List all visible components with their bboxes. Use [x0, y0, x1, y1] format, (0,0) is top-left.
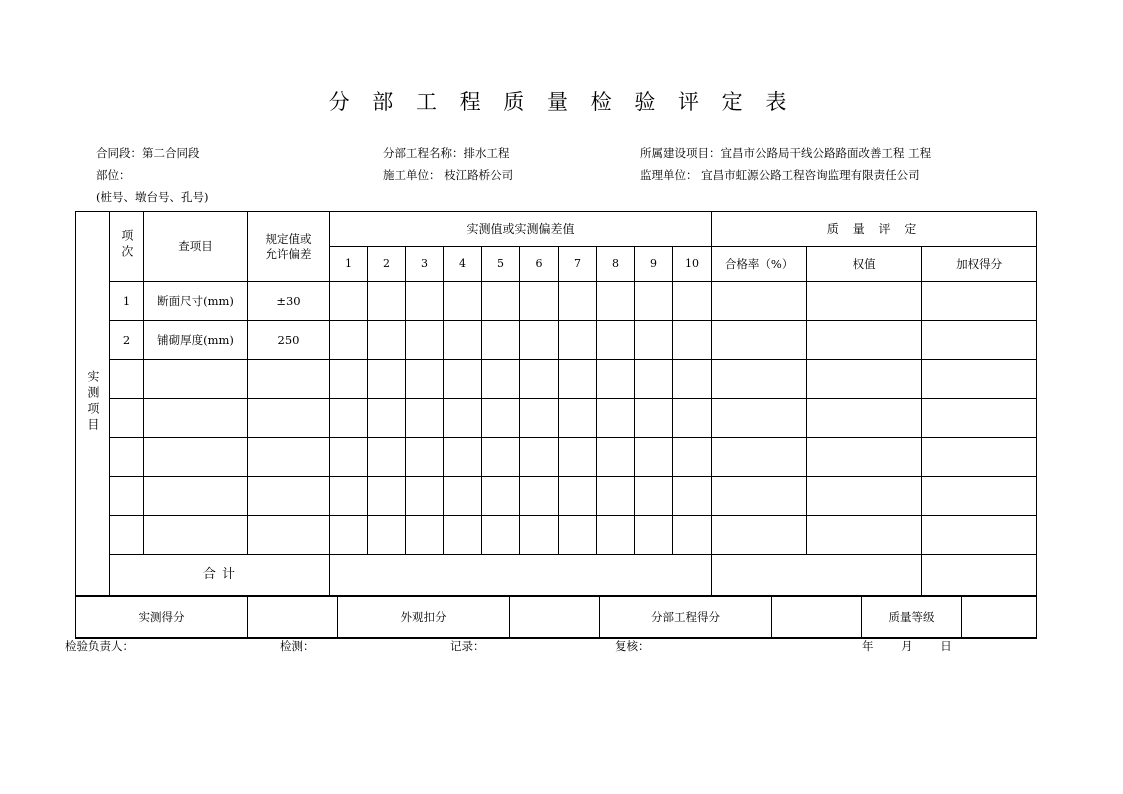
col-header-measure-6: 6	[520, 247, 559, 282]
col-header-measure-5: 5	[482, 247, 520, 282]
contract-section-label: 合同段：第二合同段	[96, 146, 200, 160]
subproject-score-label: 分部工程得分	[600, 597, 772, 639]
cell-measure-9[interactable]	[635, 321, 673, 360]
inspection-table-wrapper	[75, 211, 1036, 639]
construction-unit-label: 施工单位： 枝江路桥公司	[383, 168, 514, 182]
inspection-table	[75, 211, 1037, 596]
total-label: 合 计	[110, 555, 330, 596]
cell-measure-9[interactable]	[635, 516, 673, 555]
cell-measure-8[interactable]	[597, 438, 635, 477]
cell-pass-rate[interactable]	[712, 321, 807, 360]
col-header-spec	[248, 212, 330, 282]
summary-row	[76, 597, 1037, 639]
table-row	[76, 399, 1037, 438]
measured-score-label: 实测得分	[76, 597, 248, 639]
cell-measure-3[interactable]	[406, 360, 444, 399]
measured-score-value[interactable]	[248, 597, 338, 639]
col-header-pass-rate: 合格率（%）	[712, 247, 807, 282]
cell-pass-rate[interactable]	[712, 438, 807, 477]
col-header-weighted-score: 加权得分	[922, 247, 1037, 282]
cell-spec[interactable]	[248, 399, 330, 438]
cell-measure-3[interactable]	[406, 399, 444, 438]
cell-measure-8[interactable]	[597, 321, 635, 360]
cell-measure-10[interactable]	[673, 399, 712, 438]
inspector-label: 检验负责人：	[65, 639, 134, 653]
cell-pass-rate[interactable]	[712, 360, 807, 399]
part-note-label: (桩号、墩台号、孔号)	[96, 190, 209, 204]
table-row	[76, 477, 1037, 516]
part-label: 部位：	[96, 168, 131, 182]
cell-index[interactable]: 2	[110, 321, 144, 360]
cell-index[interactable]	[110, 438, 144, 477]
cell-measure-9[interactable]	[635, 477, 673, 516]
cell-weight[interactable]	[807, 360, 922, 399]
cell-index[interactable]	[110, 399, 144, 438]
cell-measure-4[interactable]	[444, 516, 482, 555]
belong-project-label: 所属建设项目：宜昌市公路局干线公路路面改善工程 工程	[640, 146, 932, 160]
cell-measure-3[interactable]	[406, 438, 444, 477]
cell-measure-6[interactable]	[520, 438, 559, 477]
cell-measure-2[interactable]	[368, 399, 406, 438]
cell-measure-4[interactable]	[444, 282, 482, 321]
cell-measure-1[interactable]	[330, 360, 368, 399]
cell-measure-3[interactable]	[406, 282, 444, 321]
group-header-measured-values: 实测值或实测偏差值	[330, 212, 712, 247]
cell-weight[interactable]	[807, 438, 922, 477]
summary-table	[75, 596, 1037, 639]
cell-index[interactable]	[110, 516, 144, 555]
table-row	[76, 438, 1037, 477]
cell-weight[interactable]	[807, 282, 922, 321]
cell-measure-9[interactable]	[635, 282, 673, 321]
cell-spec[interactable]	[248, 360, 330, 399]
total-weighted-score-cell[interactable]	[922, 555, 1037, 596]
col-header-spec-line1: 规定值或	[265, 232, 312, 247]
cell-weighted-score[interactable]	[922, 360, 1037, 399]
cell-measure-6[interactable]	[520, 360, 559, 399]
cell-measure-5[interactable]	[482, 360, 520, 399]
col-header-measure-7: 7	[559, 247, 597, 282]
col-header-item: 查项目	[144, 212, 248, 282]
cell-measure-8[interactable]	[597, 282, 635, 321]
cell-item[interactable]	[144, 438, 248, 477]
cell-measure-5[interactable]	[482, 399, 520, 438]
cell-measure-7[interactable]	[559, 438, 597, 477]
cell-measure-6[interactable]	[520, 321, 559, 360]
reviewer-label: 复核：	[615, 639, 650, 653]
cell-index[interactable]: 1	[110, 282, 144, 321]
group-header-quality-rating: 质 量 评 定	[712, 212, 1037, 247]
cell-measure-10[interactable]	[673, 477, 712, 516]
cell-weight[interactable]	[807, 321, 922, 360]
cell-weight[interactable]	[807, 516, 922, 555]
cell-measure-3[interactable]	[406, 477, 444, 516]
cell-measure-9[interactable]	[635, 360, 673, 399]
cell-measure-4[interactable]	[444, 360, 482, 399]
cell-measure-10[interactable]	[673, 360, 712, 399]
cell-weight[interactable]	[807, 399, 922, 438]
table-row	[76, 321, 1037, 360]
cell-measure-6[interactable]	[520, 282, 559, 321]
cell-measure-7[interactable]	[559, 516, 597, 555]
cell-weighted-score[interactable]	[922, 282, 1037, 321]
cell-measure-4[interactable]	[444, 399, 482, 438]
col-header-measure-9: 9	[635, 247, 673, 282]
total-measured-cell[interactable]	[330, 555, 712, 596]
cell-measure-8[interactable]	[597, 360, 635, 399]
cell-item[interactable]	[144, 360, 248, 399]
cell-measure-8[interactable]	[597, 477, 635, 516]
cell-measure-8[interactable]	[597, 516, 635, 555]
cell-weighted-score[interactable]	[922, 516, 1037, 555]
cell-pass-rate[interactable]	[712, 516, 807, 555]
cell-spec[interactable]	[248, 516, 330, 555]
appearance-deduction-label: 外观扣分	[338, 597, 510, 639]
cell-weighted-score[interactable]	[922, 438, 1037, 477]
col-header-spec-line2: 允许偏差	[265, 246, 312, 261]
cell-index[interactable]	[110, 477, 144, 516]
cell-measure-4[interactable]	[444, 438, 482, 477]
cell-measure-6[interactable]	[520, 399, 559, 438]
side-label-measured-items	[76, 212, 110, 596]
cell-measure-3[interactable]	[406, 321, 444, 360]
cell-item[interactable]	[144, 516, 248, 555]
cell-measure-10[interactable]	[673, 438, 712, 477]
recorder-label: 记录：	[450, 639, 485, 653]
subproject-name-label: 分部工程名称：排水工程	[383, 146, 510, 160]
quality-grade-value[interactable]	[962, 597, 1037, 639]
cell-measure-7[interactable]	[559, 477, 597, 516]
cell-measure-4[interactable]	[444, 321, 482, 360]
side-label-text: 实测项目	[85, 369, 100, 434]
cell-measure-2[interactable]	[368, 321, 406, 360]
page-title: 分 部 工 程 质 量 检 验 评 定 表	[328, 90, 795, 114]
cell-measure-5[interactable]	[482, 321, 520, 360]
cell-measure-7[interactable]	[559, 282, 597, 321]
cell-item[interactable]	[144, 399, 248, 438]
cell-measure-2[interactable]	[368, 516, 406, 555]
cell-measure-1[interactable]	[330, 516, 368, 555]
cell-pass-rate[interactable]	[712, 399, 807, 438]
cell-index[interactable]	[110, 360, 144, 399]
table-row	[76, 360, 1037, 399]
cell-spec[interactable]	[248, 477, 330, 516]
table-row	[76, 282, 1037, 321]
cell-measure-2[interactable]	[368, 477, 406, 516]
cell-measure-2[interactable]	[368, 282, 406, 321]
cell-weight[interactable]	[807, 477, 922, 516]
cell-spec[interactable]: 250	[248, 321, 330, 360]
col-header-measure-3: 3	[406, 247, 444, 282]
cell-item[interactable]: 铺砌厚度(mm)	[144, 321, 248, 360]
appearance-deduction-value[interactable]	[510, 597, 600, 639]
cell-measure-1[interactable]	[330, 438, 368, 477]
cell-pass-rate[interactable]	[712, 477, 807, 516]
col-header-measure-4: 4	[444, 247, 482, 282]
cell-measure-10[interactable]	[673, 516, 712, 555]
col-header-index-text: 项次	[119, 228, 134, 261]
cell-pass-rate[interactable]	[712, 282, 807, 321]
cell-measure-10[interactable]	[673, 282, 712, 321]
cell-item[interactable]	[144, 477, 248, 516]
date-label: 年 月 日	[862, 639, 964, 653]
col-header-measure-2: 2	[368, 247, 406, 282]
cell-spec[interactable]	[248, 438, 330, 477]
cell-measure-5[interactable]	[482, 282, 520, 321]
quality-grade-label: 质量等级	[862, 597, 962, 639]
cell-weighted-score[interactable]	[922, 399, 1037, 438]
cell-item[interactable]: 断面尺寸(mm)	[144, 282, 248, 321]
cell-measure-9[interactable]	[635, 438, 673, 477]
table-total-row	[76, 555, 1037, 596]
cell-measure-7[interactable]	[559, 360, 597, 399]
cell-measure-2[interactable]	[368, 438, 406, 477]
cell-measure-10[interactable]	[673, 321, 712, 360]
cell-measure-3[interactable]	[406, 516, 444, 555]
cell-measure-1[interactable]	[330, 399, 368, 438]
cell-measure-9[interactable]	[635, 399, 673, 438]
tester-label: 检测：	[280, 639, 315, 653]
cell-measure-6[interactable]	[520, 477, 559, 516]
col-header-index	[110, 212, 144, 282]
cell-measure-7[interactable]	[559, 321, 597, 360]
table-row	[76, 516, 1037, 555]
col-header-measure-10: 10	[673, 247, 712, 282]
cell-measure-6[interactable]	[520, 516, 559, 555]
cell-measure-1[interactable]	[330, 282, 368, 321]
cell-measure-7[interactable]	[559, 399, 597, 438]
cell-measure-1[interactable]	[330, 477, 368, 516]
cell-measure-2[interactable]	[368, 360, 406, 399]
cell-measure-4[interactable]	[444, 477, 482, 516]
col-header-weight: 权值	[807, 247, 922, 282]
table-header-row-1	[76, 212, 1037, 247]
subproject-score-value[interactable]	[772, 597, 862, 639]
supervision-unit-label: 监理单位： 宜昌市虹源公路工程咨询监理有限责任公司	[640, 168, 920, 182]
cell-weighted-score[interactable]	[922, 477, 1037, 516]
cell-measure-5[interactable]	[482, 477, 520, 516]
cell-weighted-score[interactable]	[922, 321, 1037, 360]
col-header-measure-8: 8	[597, 247, 635, 282]
cell-measure-5[interactable]	[482, 516, 520, 555]
total-quality-cell[interactable]	[712, 555, 922, 596]
cell-spec[interactable]: ±30	[248, 282, 330, 321]
col-header-measure-1: 1	[330, 247, 368, 282]
cell-measure-8[interactable]	[597, 399, 635, 438]
cell-measure-5[interactable]	[482, 438, 520, 477]
cell-measure-1[interactable]	[330, 321, 368, 360]
